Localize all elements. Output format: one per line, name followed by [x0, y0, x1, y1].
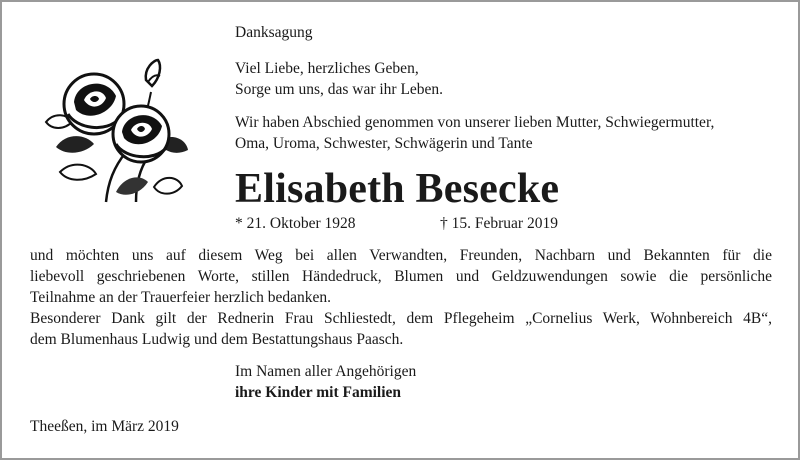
body-line-5: dem Blumenhaus Ludwig und dem Bestattungshaus Paasch. — [30, 331, 404, 348]
poem-line-1: Viel Liebe, herzliches Geben, — [235, 60, 419, 77]
header-thanks: Danksagung — [235, 24, 313, 41]
body-line-2: liebevoll geschriebenen Worte, stillen Händedruck, Blumen und Geldzuwendungen sowie die persönliche — [30, 268, 772, 285]
body-line-4: Besonderer Dank gilt der Rednerin Frau Schliestedt, dem Pflegeheim „Cornelius Werk, Wohnbereich 4B“, — [30, 310, 772, 327]
place-date: Theeßen, im März 2019 — [30, 418, 179, 435]
deceased-name: Elisabeth Besecke — [235, 166, 560, 212]
poem-line-2: Sorge um uns, das war ihr Leben. — [235, 81, 444, 98]
roses-illustration — [36, 52, 196, 212]
thanks-paragraph — [30, 245, 772, 350]
body-line-1: und möchten uns auf diesem Weg bei allen Verwandten, Freunden, Nachbarn und Bekannten für die — [30, 247, 772, 264]
intro-line-2: Oma, Uroma, Schwester, Schwägerin und Tante — [235, 135, 533, 152]
signature-line-2: ihre Kinder mit Familien — [235, 384, 402, 401]
body-line-3: Teilnahme an der Trauerfeier herzlich bedanken. — [30, 289, 332, 306]
intro-line-1: Wir haben Abschied genommen von unserer lieben Mutter, Schwiegermutter, — [235, 114, 715, 131]
signature-line-1: Im Namen aller Angehörigen — [235, 363, 417, 380]
death-date: † 15. Februar 2019 — [440, 215, 558, 232]
birth-date: * 21. Oktober 1928 — [235, 215, 356, 232]
